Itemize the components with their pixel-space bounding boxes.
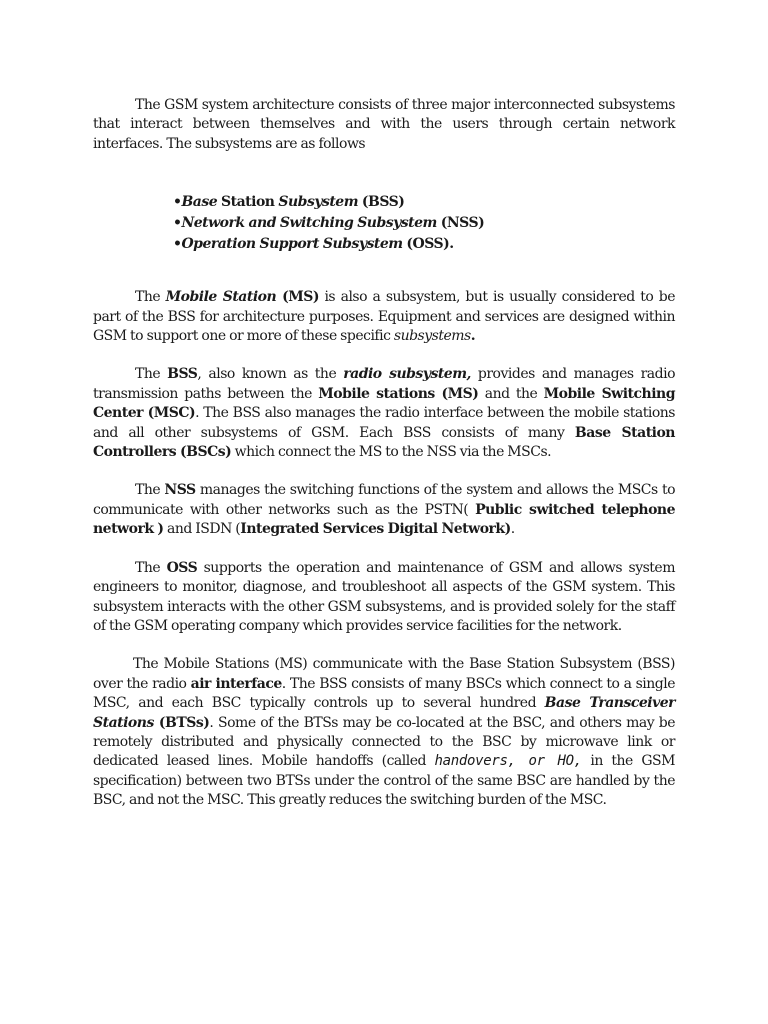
nss-text: The — [135, 482, 165, 499]
bullet-icon: • — [173, 215, 182, 232]
oss-term: OSS — [166, 559, 198, 576]
bss-paragraph — [93, 365, 675, 462]
nss-text: and ISDN ( — [163, 521, 241, 538]
bss-text: which connect the MS to the NSS via the MSCs. — [231, 444, 552, 461]
spacer — [93, 346, 675, 365]
bss-word-subsystem: Subsystem — [278, 194, 359, 211]
bts-abbrev: (BTSs) — [153, 714, 210, 731]
mobile-text: in the GSM specification) between two BTSs under the control of the same BSC are handled by the BSC, and not the MSC. This greatly reduces the switching burden of the MSC. — [93, 753, 675, 809]
mobile-text: . Some of the BTSs may be co-located at the BSC, and others may be remotely distributed and physically connected to the BSC by microwave link or dedicated leased lines. Mobile handoffs (called — [93, 714, 676, 770]
ms-abbrev: (MS) — [276, 289, 319, 306]
bss-text: , also known as the — [197, 366, 344, 383]
bss-word-station: Station — [217, 194, 279, 211]
document-page — [93, 96, 675, 811]
nss-abbrev: (NSS) — [436, 215, 485, 232]
mobile-paragraph — [93, 655, 675, 810]
msc-term: Mobile Switching Center (MSC) — [93, 385, 676, 422]
oss-paragraph — [93, 559, 675, 637]
list-item-bss — [173, 192, 675, 213]
radio-subsystem-term: radio subsystem, — [343, 366, 471, 383]
oss-abbrev: (OSS). — [402, 236, 454, 253]
bsc-term: Base Station Controllers (BSCs) — [93, 424, 675, 461]
oss-name: Operation Support Subsystem — [181, 236, 403, 253]
bss-text: The — [135, 366, 168, 383]
nss-name: Network and Switching Subsystem — [181, 215, 437, 232]
nss-paragraph — [93, 481, 675, 539]
nss-text: manages the switching functions of the system and allows the MSCs to communicate with other networks such as the PSTN( — [93, 482, 675, 518]
bss-term: BSS — [167, 366, 198, 383]
list-item-oss — [173, 234, 675, 255]
ms-term: Mobile Station — [165, 289, 277, 306]
subsystem-list — [93, 192, 675, 255]
mobile-stations-term: Mobile stations (MS) — [318, 385, 479, 402]
ms-text: is also a subsystem, but is usually considered to be part of the BSS for architecture purposes. Equipment and services are designed within GSM to support one or more of these specific — [93, 289, 675, 345]
intro-text: The GSM system architecture consists of three major interconnected subsystems that interact between themselves and with the users through certain network interfaces. The subsystems are as follows — [93, 97, 675, 152]
bts-term: Base Transceiver Stations — [93, 695, 675, 731]
bss-text: . The BSS also manages the radio interface between the mobile stations and all other subsystems of GSM. Each BSS consists of many — [93, 405, 675, 441]
spacer — [93, 540, 675, 559]
bss-text: and the — [478, 385, 544, 402]
oss-text: supports the operation and maintenance of GSM and allows system engineers to monitor, diagnose, and troubleshoot all aspects of the GSM system. This subsystem interacts with the other GSM subsystems, and is provided solely for the staff of the GSM operating company which provides service facilities for the network. — [93, 559, 675, 634]
oss-text: The — [135, 559, 167, 576]
ms-subsystems-word: subsystems — [393, 328, 471, 345]
list-item-nss — [173, 213, 675, 234]
handovers-term: handovers, or HO, — [434, 753, 582, 770]
nss-term: NSS — [164, 482, 196, 499]
ms-period: . — [470, 328, 476, 345]
mobile-text: The Mobile Stations (MS) communicate with the Base Station Subsystem (BSS) over the radio — [93, 656, 675, 692]
bss-text: provides and manages radio transmission paths between the — [93, 366, 675, 402]
bullet-icon: • — [173, 236, 182, 253]
air-interface-term: air interface — [190, 675, 282, 692]
bss-abbrev: (BSS) — [358, 194, 405, 211]
spacer — [93, 255, 675, 288]
pstn-term: Public switched telephone network ) — [93, 501, 675, 538]
isdn-term: Integrated Services Digital Network) — [240, 521, 511, 538]
ms-text: The — [135, 289, 166, 306]
ms-paragraph — [93, 288, 675, 346]
nss-text: . — [510, 521, 515, 538]
bullet-icon: • — [173, 194, 182, 211]
intro-paragraph — [93, 96, 675, 154]
mobile-text: . The BSS consists of many BSCs which connect to a single MSC, and each BSC typically controls up to several hundred — [93, 675, 675, 712]
spacer — [93, 636, 675, 655]
bss-word-base: Base — [181, 194, 218, 211]
spacer — [93, 154, 675, 192]
spacer — [93, 462, 675, 481]
